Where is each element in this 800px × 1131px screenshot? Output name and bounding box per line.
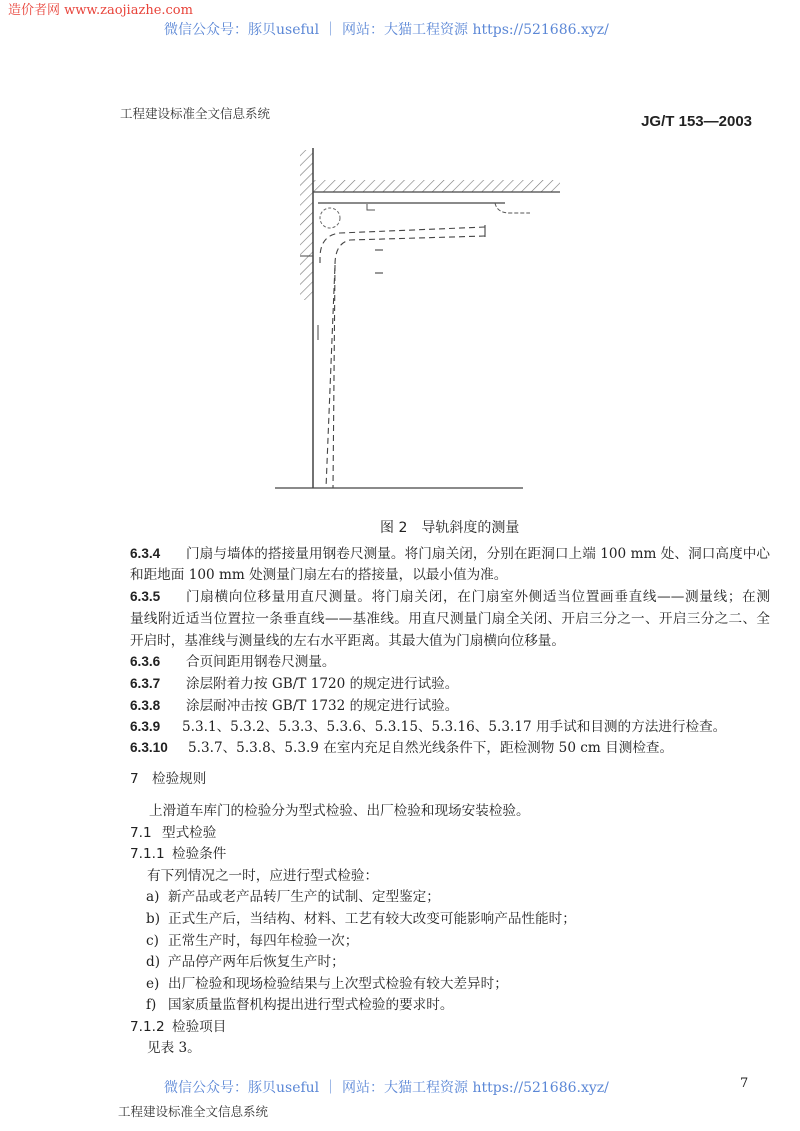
- drum: [320, 208, 340, 228]
- watermark-bottom-blue: 微信公众号：豚贝useful ｜ 网站：大猫工程资源 https://521686.xyz/: [164, 1080, 609, 1096]
- section-7-1-1-intro: 有下列情况之一时，应进行型式检验：: [147, 868, 379, 884]
- clause-number: 6.3.4: [130, 546, 161, 561]
- clause-line: 和距地面 100 mm 处测量门扇左右的搭接量，以最小值为准。: [130, 567, 508, 583]
- footer-left: 工程建设标准全文信息系统: [118, 1104, 269, 1119]
- clause-number: 6.3.5: [130, 589, 161, 604]
- section-7-1-2-text: 见表 3。: [147, 1040, 201, 1056]
- clause-line: 开启时，基准线与测量线的左右水平距离。其最大值为门扇横向位移量。: [130, 633, 565, 649]
- page-number: 7: [740, 1076, 749, 1091]
- section-7-heading: 7 检验规则: [130, 771, 207, 787]
- clause-6-3-4: 6.3.4 门扇与墙体的搭接量用钢卷尺测量。将门扇关闭，分别在距洞口上端 100 mm 处、洞口高度中心: [130, 546, 770, 562]
- clause-6-3-7: 6.3.7 涂层附着力按 GB/T 1720 的规定进行试验。: [130, 676, 459, 692]
- wall: [300, 148, 313, 488]
- guide-rail: [320, 225, 485, 488]
- clause-6-3-9: 6.3.9 5.3.1、5.3.2、5.3.3、5.3.6、5.3.15、5.3.16、5.3.17 用手试和目测的方法进行检查。: [130, 719, 727, 735]
- figure-caption: 图 2 导轨斜度的测量: [380, 520, 520, 536]
- list-item: d) 产品停产两年后恢复生产时；: [146, 954, 345, 970]
- list-item: f) 国家质量监督机构提出进行型式检验的要求时。: [146, 997, 454, 1013]
- running-header-left: 工程建设标准全文信息系统: [120, 106, 271, 121]
- clause-line: 量线附近适当位置拉一条垂直线——基准线。用直尺测量门扇全关闭、开启三分之一、开启三分之二、全: [130, 611, 770, 627]
- list-item: e) 出厂检验和现场检验结果与上次型式检验有较大差异时；: [146, 976, 508, 992]
- clause-6-3-8: 6.3.8 涂层耐冲击按 GB/T 1732 的规定进行试验。: [130, 698, 459, 714]
- clause-6-3-5: 6.3.5 门扇横向位移量用直尺测量。将门扇关闭，在门扇室外侧适当位置画垂直线——测量线；在测: [130, 589, 770, 605]
- figure-guide-rail-slope: [0, 0, 800, 510]
- section-7-1-heading: 7.1 型式检验: [130, 825, 217, 841]
- section-7-1-1-heading: 7.1.1 检验条件: [130, 846, 227, 862]
- list-item: c) 正常生产时，每四年检验一次；: [146, 933, 359, 949]
- list-item: a) 新产品或老产品转厂生产的试制、定型鉴定；: [146, 889, 440, 905]
- section-7-intro: 上滑道车库门的检验分为型式检验、出厂检验和现场安装检验。: [149, 803, 530, 819]
- section-7-1-2-heading: 7.1.2 检验项目: [130, 1019, 227, 1035]
- clause-6-3-6: 6.3.6 合页间距用钢卷尺测量。: [130, 654, 336, 670]
- clause-6-3-10: 6.3.10 5.3.7、5.3.8、5.3.9 在室内充足自然光线条件下，距检测物 50 cm 目测检查。: [130, 740, 674, 756]
- watermark-top-blue: 微信公众号：豚贝useful ｜ 网站：大猫工程资源 https://521686.xyz/: [164, 22, 609, 38]
- ceiling: [313, 180, 560, 213]
- watermark-top-red: 造价者网 www.zaojiazhe.com: [8, 3, 193, 18]
- standard-number: JG/T 153—2003: [641, 113, 752, 130]
- list-item: b) 正式生产后，当结构、材料、工艺有较大改变可能影响产品性能时；: [146, 911, 576, 927]
